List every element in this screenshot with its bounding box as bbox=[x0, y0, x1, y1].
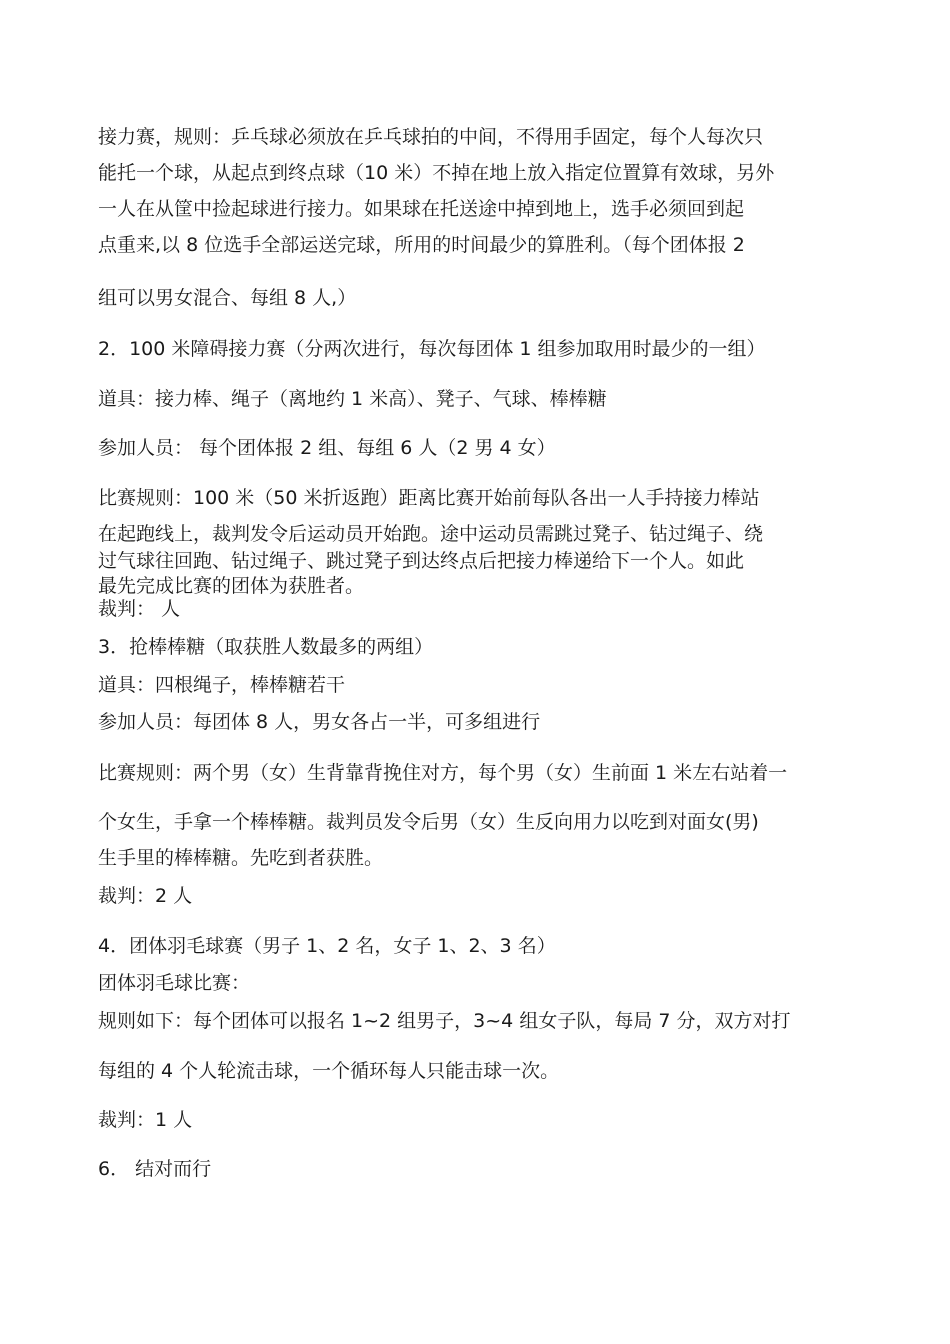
paragraph-line: 团体羽毛球比赛： bbox=[98, 972, 251, 994]
paragraph-line: 最先完成比赛的团体为获胜者。 bbox=[98, 575, 365, 597]
paragraph-line: 参加人员： 每个团体报 2 组、每组 6 人（2 男 4 女） bbox=[98, 437, 556, 459]
paragraph-line: 道具：接力棒、绳子（离地约 1 米高）、凳子、气球、棒棒糖 bbox=[98, 388, 607, 410]
paragraph-line: 裁判：2 人 bbox=[98, 885, 193, 907]
section-heading: 3．抢棒棒糖（取获胜人数最多的两组） bbox=[98, 636, 434, 658]
paragraph-line: 接力赛，规则：乒乓球必须放在乒乓球拍的中间，不得用手固定，每个人每次只 bbox=[98, 126, 764, 148]
paragraph-line: 裁判：1 人 bbox=[98, 1109, 193, 1131]
paragraph-line: 比赛规则：两个男（女）生背靠背挽住对方，每个男（女）生前面 1 米左右站着一 bbox=[98, 762, 788, 784]
paragraph-line: 组可以男女混合、每组 8 人,） bbox=[98, 287, 357, 309]
paragraph-line: 规则如下：每个团体可以报名 1~2 组男子，3~4 组女子队，每局 7 分，双方对打 bbox=[98, 1010, 791, 1032]
paragraph-line: 比赛规则：100 米（50 米折返跑）距离比赛开始前每队各出一人手持接力棒站 bbox=[98, 487, 760, 509]
paragraph-line: 在起跑线上，裁判发令后运动员开始跑。途中运动员需跳过凳子、钻过绳子、绕 bbox=[98, 523, 764, 545]
paragraph-line: 过气球往回跑、钻过绳子、跳过凳子到达终点后把接力棒递给下一个人。如此 bbox=[98, 550, 745, 572]
paragraph-line: 裁判： 人 bbox=[98, 598, 181, 620]
section-heading: 2．100 米障碍接力赛（分两次进行，每次每团体 1 组参加取用时最少的一组） bbox=[98, 338, 766, 360]
paragraph-line: 点重来,以 8 位选手全部运送完球，所用的时间最少的算胜利。（每个团体报 2 bbox=[98, 234, 745, 256]
paragraph-line: 道具：四根绳子，棒棒糖若干 bbox=[98, 674, 346, 696]
paragraph-line: 每组的 4 个人轮流击球，一个循环每人只能击球一次。 bbox=[98, 1060, 560, 1082]
paragraph-line: 个女生，手拿一个棒棒糖。裁判员发令后男（女）生反向用力以吃到对面女(男) bbox=[98, 811, 759, 833]
paragraph-line: 能托一个球，从起点到终点球（10 米）不掉在地上放入指定位置算有效球，另外 bbox=[98, 162, 775, 184]
section-heading: 6． 结对而行 bbox=[98, 1158, 212, 1180]
paragraph-line: 生手里的棒棒糖。先吃到者获胜。 bbox=[98, 847, 384, 869]
section-heading: 4．团体羽毛球赛（男子 1、2 名，女子 1、2、3 名） bbox=[98, 935, 556, 957]
paragraph-line: 一人在从筐中捡起球进行接力。如果球在托送途中掉到地上，选手必须回到起 bbox=[98, 198, 745, 220]
paragraph-line: 参加人员：每团体 8 人，男女各占一半，可多组进行 bbox=[98, 711, 541, 733]
